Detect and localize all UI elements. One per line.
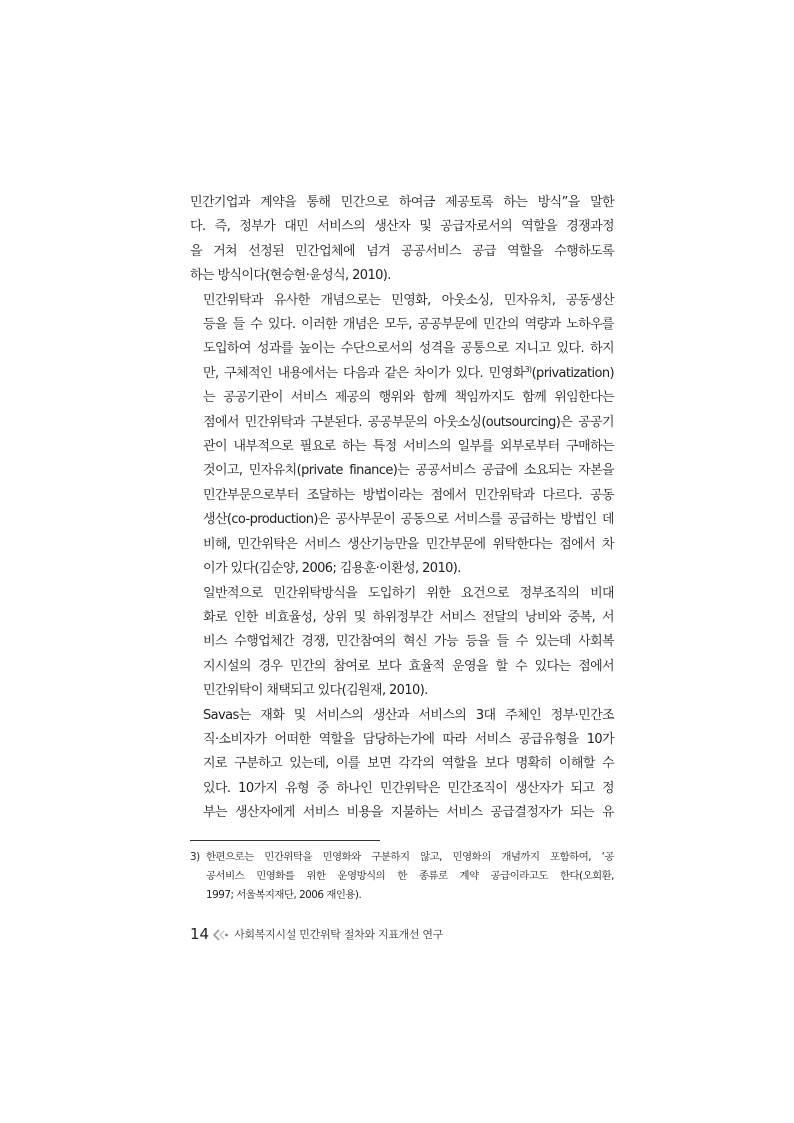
footnote-ref-mark[interactable]: 3): [524, 364, 532, 374]
text-line: 비스 수행업체간 경쟁, 민간참여의 혁신 가능 등을 들 수 있는데 사회복: [203, 634, 614, 650]
paragraph: [190, 191, 614, 289]
footnote-divider: [190, 840, 380, 841]
text-line: 생산(co-production)은 공사부문이 공동으로 서비스를 공급하는 방법인 데: [203, 512, 614, 528]
text-line: 지로 구분하고 있는데, 이를 보면 각각의 역할을 보다 명확히 이해할 수: [203, 756, 614, 772]
text-line: 것이고, 민자유치(private finance)는 공공서비스 공급에 소요되는 자본을: [203, 463, 614, 479]
text-line: 비해, 민간위탁은 서비스 생산기능만을 민간부문에 위탁한다는 점에서 차: [203, 536, 614, 552]
body-text: [190, 191, 614, 826]
footnote-line: 1997; 서울복지재단, 2006 재인용).: [206, 889, 362, 901]
running-title: 사회복지시설 민간위탁 절차와 지표개선 연구: [234, 928, 444, 941]
text-line: 민간위탁이 채택되고 있다(김원재, 2010).: [203, 683, 428, 699]
text-line: 직·소비자가 어떠한 역할을 담당하는가에 따라 서비스 공급유형을 10가: [203, 731, 614, 747]
text-line: 다. 즉, 정부가 대민 서비스의 생산자 및 공급자로서의 역할을 경쟁과정: [190, 219, 614, 235]
text-segment: 만, 구체적인 내용에서는 다음과 같은 차이가 있다. 민영화: [203, 365, 525, 381]
text-line: 도입하여 성과를 높이는 수단으로서의 성격을 공통으로 지니고 있다. 하지: [203, 341, 614, 357]
text-line: Savas는 재화 및 서비스의 생산과 서비스의 3대 주체인 정부·민간조: [203, 707, 614, 723]
paragraph: [190, 582, 614, 704]
double-chevron-left-icon: [212, 927, 228, 941]
text-line: [190, 362, 614, 386]
text-line: 부는 생산자에게 서비스 비용을 지불하는 서비스 공급결정자가 되는 유: [203, 805, 614, 821]
text-line: 지시설의 경우 민간의 참여로 보다 효율적 운영을 할 수 있다는 점에서: [203, 658, 614, 674]
text-line: 있다. 10가지 유형 중 하나인 민간위탁은 민간조직이 생산자가 되고 정: [203, 780, 614, 796]
text-line: 일반적으로 민간위탁방식을 도입하기 위한 요건으로 정부조직의 비대: [203, 585, 614, 601]
text-line: 는 공공기관이 서비스 제공의 행위와 함께 책임까지도 함께 위임한다는: [203, 390, 614, 406]
footnote-number: 3): [190, 851, 200, 863]
paragraph: [190, 289, 614, 582]
text-line: 민간위탁과 유사한 개념으로는 민영화, 아웃소싱, 민자유치, 공동생산: [203, 292, 614, 308]
text-segment: (privatization): [531, 365, 614, 381]
text-line: 이가 있다(김순양, 2006; 김용훈·이환성, 2010).: [203, 561, 461, 577]
page-number: 14: [190, 925, 210, 943]
text-line: 등을 들 수 있다. 이러한 개념은 모두, 공공부문에 민간의 역량과 노하우를: [203, 317, 614, 333]
text-line: 점에서 민간위탁과 구분된다. 공공부문의 아웃소싱(outsourcing)은 공공기: [203, 414, 614, 430]
footnote: [190, 848, 614, 905]
text-line: 하는 방식이다(현승현·윤성식, 2010).: [190, 268, 391, 284]
text-line: 관이 내부적으로 필요로 하는 특정 서비스의 일부를 외부로부터 구매하는: [203, 439, 614, 455]
footnote-line: 한편으로는 민간위탁을 민영화와 구분하지 않고, 민영화의 개념까지 포함하여, ‘공: [206, 851, 614, 863]
page-footer: [190, 924, 443, 944]
paragraph: [190, 704, 614, 826]
text-line: 을 거쳐 선정된 민간업체에 넘겨 공공서비스 공급 역할을 수행하도록: [190, 243, 614, 259]
footnote-body: [206, 848, 614, 905]
text-line: 민간기업과 계약을 통해 민간으로 하여금 제공토록 하는 방식”을 말한: [190, 195, 614, 210]
text-line: 화로 인한 비효율성, 상위 및 하위정부간 서비스 전달의 낭비와 중복, 서: [203, 609, 614, 625]
footnote-line: 공서비스 민영화를 위한 운영방식의 한 종류로 계약 공급이라고도 한다(오희환,: [206, 870, 614, 882]
text-line: 민간부문으로부터 조달하는 방법이라는 점에서 민간위탁과 다르다. 공동: [203, 487, 614, 503]
